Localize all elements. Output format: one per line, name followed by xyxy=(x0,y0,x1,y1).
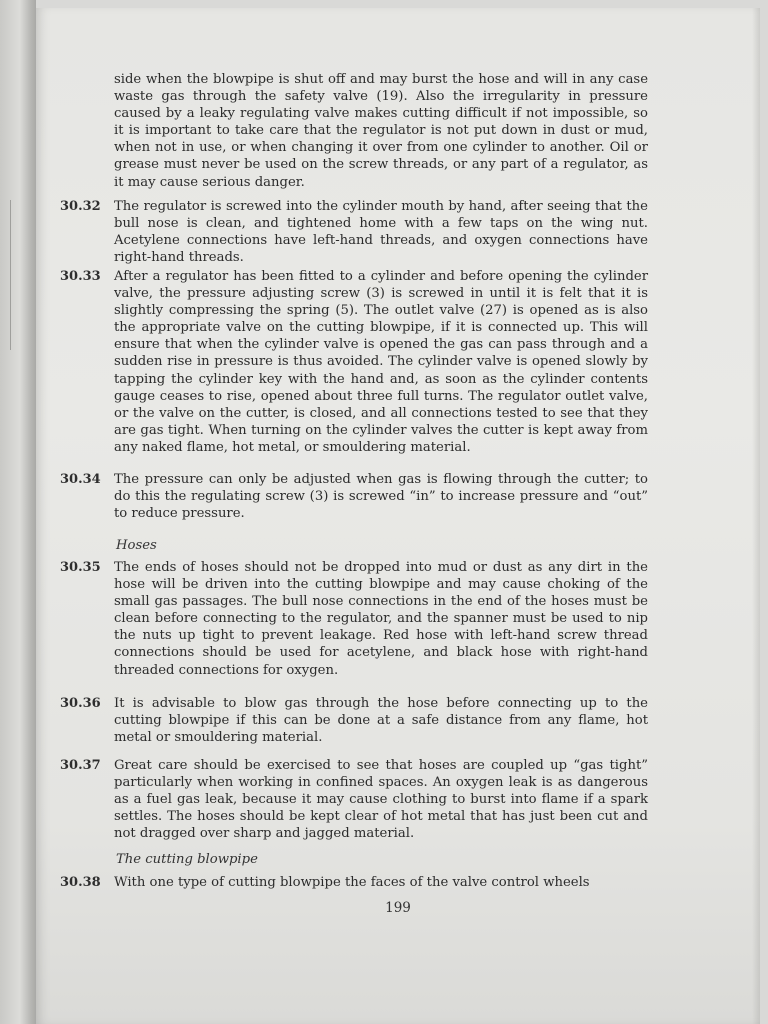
continuation-paragraph: side when the blowpipe is shut off and may burst the hose and will in any case waste gas through the safety valve (19). Also the irregularity in pressure caused by a leaky regulating valve makes cutting difficult if not impossible, so it is important to take care that the regulator is not put down in dust or mud, when not in use, or when changing it over from one cylinder to another. Oil or grease must never be used on the screw threads, or any part of a regulator, as it may cause serious danger. xyxy=(114,72,648,190)
section-paragraph: The pressure can only be adjusted when gas is flowing through the cutter; to do this the regulating screw (3) is screwed “in” to increase pressure and “out” to reduce pressure. xyxy=(114,472,648,522)
bleed-through-fragment xyxy=(2,70,24,80)
section-number: 30.34 xyxy=(60,472,101,487)
section-paragraph: After a regulator has been fitted to a cylinder and before opening the cylinder valve, the pressure adjusting screw (3) is screwed in until it is felt that it is slightly compressing the spring (5). The outlet valve (27) is opened as is also the appropriate valve on the cutting blowpipe, if it is connected up. This will ensure that when the cylinder valve is opened the gas can pass through and a sudden rise in pressure is thus avoided. The cylinder valve is opened slowly by tapping the cylinder key with the hand and, as soon as the cylinder contents gauge ceases to rise, opened about three full turns. The regulator outlet valve, or the valve on the cutter, is closed, and all connections tested to see that they are gas tight. When turning on the cylinder valves the cutter is kept away from any naked flame, hot metal, or smouldering material. xyxy=(114,269,648,455)
section-number: 30.33 xyxy=(60,269,101,284)
section-paragraph: With one type of cutting blowpipe the faces of the valve control wheels xyxy=(114,875,590,890)
section-paragraph: The ends of hoses should not be dropped into mud or dust as any dirt in the hose will be driven into the cutting blowpipe and may cause choking of the small gas passages. The bull nose connections in the end of the hoses must be clean before connecting to the regulator, and the spanner must be used to nip the nuts up tight to prevent leakage. Red hose with left-hand screw thread connections should be used for acetylene, and black hose with right-hand threaded connections for oxygen. xyxy=(114,560,648,678)
section-number: 30.37 xyxy=(60,758,101,773)
section-heading-hoses: Hoses xyxy=(116,538,157,553)
section-paragraph: It is advisable to blow gas through the hose before connecting up to the cutting blowpipe if this can be done at a safe distance from any flame, hot metal or smouldering material. xyxy=(114,696,648,746)
section-paragraph: The regulator is screwed into the cylinder mouth by hand, after seeing that the bull nose is clean, and tightened home with a few taps on the wing nut. Acetylene connections have left-hand threads, and oxygen connections have right-hand threads. xyxy=(114,199,648,266)
book-binding-gutter xyxy=(0,0,36,1024)
page-number: 199 xyxy=(385,900,411,916)
section-number: 30.38 xyxy=(60,875,101,890)
section-heading-cutting-blowpipe: The cutting blowpipe xyxy=(116,852,258,867)
section-number: 30.32 xyxy=(60,199,101,214)
section-paragraph: Great care should be exercised to see that hoses are coupled up “gas tight” particularly when working in confined spaces. An oxygen leak is as dangerous as a fuel gas leak, because it may cause clothing to burst into flame if a spark settles. The hoses should be kept clear of hot metal that has just been cut and not dragged over sharp and jagged material. xyxy=(114,758,648,842)
section-number: 30.35 xyxy=(60,560,101,575)
section-number: 30.36 xyxy=(60,696,101,711)
gutter-rule xyxy=(10,200,11,350)
book-page xyxy=(36,8,760,1024)
